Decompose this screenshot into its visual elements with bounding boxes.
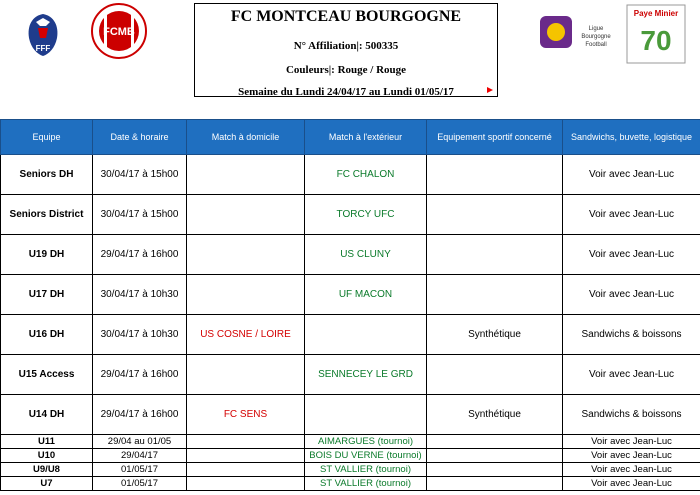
club-colors: Couleurs|: Rouge / Rouge [285,64,407,76]
affiliation: N° Affiliation|: 500335 [293,40,399,52]
table-header-row [1,120,700,155]
fff-logo [24,12,62,58]
svg-text:70: 70 [640,25,672,56]
table-row: U19 DH 29/04/17 à 16h00 US CLUNY Voir avec Jean-Luc [1,235,700,275]
fcmb-logo [90,2,148,60]
table-row: U11 29/04 au 01/05 AIMARGUES (tournoi) Voir avec Jean-Luc [1,435,700,449]
paye-minier-logo [626,4,686,64]
table-row: Seniors DH 30/04/17 à 15h00 FC CHALON Voir avec Jean-Luc [1,155,700,195]
col-date: Date & horaire [93,120,187,155]
table-row: U7 01/05/17 ST VALLIER (tournoi) Voir avec Jean-Luc [1,477,700,491]
schedule-table [0,119,700,491]
table-row: U16 DH 30/04/17 à 10h30 US COSNE / LOIRE Synthétique Sandwichs & boissons [1,315,700,355]
table-row: U9/U8 01/05/17 ST VALLIER (tournoi) Voir avec Jean-Luc [1,463,700,477]
table-row: U10 29/04/17 BOIS DU VERNE (tournoi) Voir avec Jean-Luc [1,449,700,463]
table-row: U17 DH 30/04/17 à 10h30 UF MACON Voir avec Jean-Luc [1,275,700,315]
table-row: U14 DH 29/04/17 à 16h00 FC SENS Synthétique Sandwichs & boissons [1,395,700,435]
svg-text:FCMB: FCMB [103,26,135,38]
svg-text:Bourgogne: Bourgogne [581,34,611,40]
document-header [0,0,700,119]
col-away: Match à l'extérieur [305,120,427,155]
svg-text:Football: Football [585,42,607,48]
table-row: Seniors District 30/04/17 à 15h00 TORCY UFC Voir avec Jean-Luc [1,195,700,235]
svg-text:FFF: FFF [35,44,51,53]
col-home: Match à domicile [187,120,305,155]
col-equipment: Equipement sportif concerné [427,120,563,155]
title-box [194,3,498,97]
svg-text:Ligue: Ligue [588,26,604,32]
table-row: U15 Access 29/04/17 à 16h00 SENNECEY LE GRD Voir avec Jean-Luc [1,355,700,395]
ligue-bourgogne-logo [538,10,620,60]
col-logistics: Sandwichs, buvette, logistique [563,120,700,155]
col-team: Equipe [1,120,93,155]
svg-text:Paye Minier: Paye Minier [633,9,679,18]
club-name: FC MONTCEAU BOURGOGNE [230,8,462,25]
week-range: Semaine du Lundi 24/04/17 au Lundi 01/05/17 [238,86,454,98]
arrow-icon [487,87,493,93]
